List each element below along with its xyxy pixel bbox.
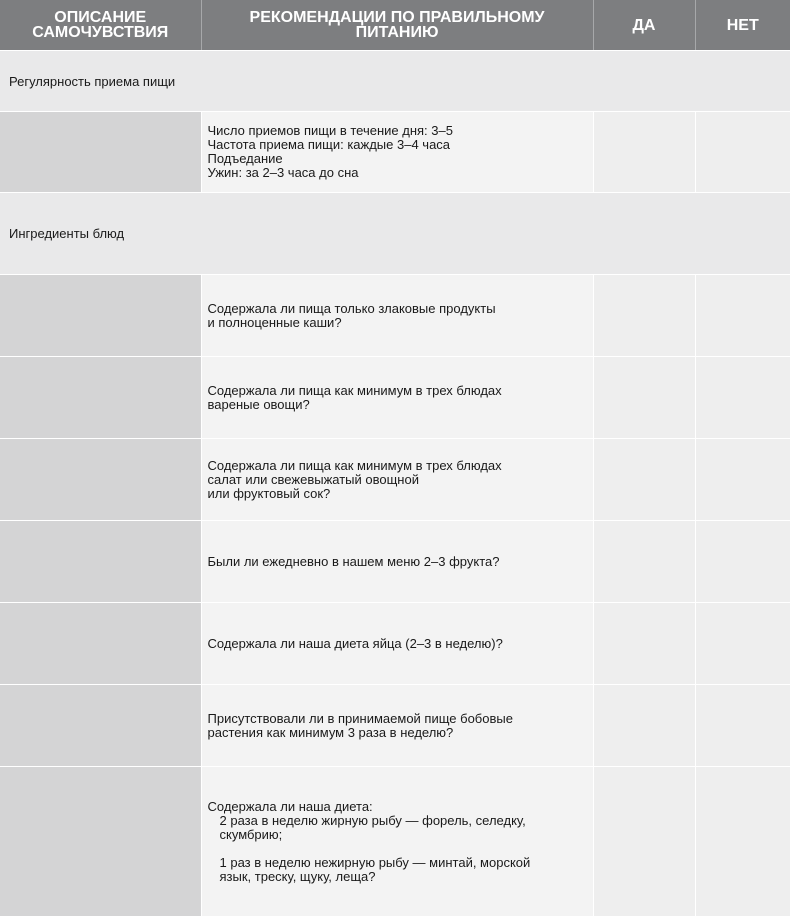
table-row — [0, 439, 790, 521]
yes-cell[interactable] — [593, 357, 695, 439]
recommendation-cell: Присутствовали ли в принимаемой пище бобовые растения как минимум 3 раза в неделю? — [201, 685, 593, 767]
recommendation-cell: Содержала ли пища как минимум в трех блюдах вареные овощи? — [201, 357, 593, 439]
header-description: ОПИСАНИЕ САМОЧУВСТВИЯ — [0, 0, 201, 51]
description-cell[interactable] — [0, 439, 201, 521]
table-row — [0, 112, 790, 193]
description-cell[interactable] — [0, 685, 201, 767]
section-row-regularity — [0, 51, 790, 112]
recommendation-cell: Содержала ли пища как минимум в трех блюдах салат или свежевыжатый овощной или фруктовый сок? — [201, 439, 593, 521]
recommendation-cell: Число приемов пищи в течение дня: 3–5 Частота приема пищи: каждые 3–4 часа Подъедание Ужин: за 2–3 часа до сна — [201, 112, 593, 193]
header-row — [0, 0, 790, 51]
header-yes: ДА — [593, 0, 695, 51]
recommendation-cell: Содержала ли наша диета яйца (2–3 в неделю)? — [201, 603, 593, 685]
recommendation-cell: Были ли ежедневно в нашем меню 2–3 фрукта? — [201, 521, 593, 603]
yes-cell[interactable] — [593, 275, 695, 357]
section-title: Ингредиенты блюд — [0, 193, 790, 275]
no-cell[interactable] — [695, 767, 790, 917]
no-cell[interactable] — [695, 275, 790, 357]
no-cell[interactable] — [695, 357, 790, 439]
description-cell[interactable] — [0, 603, 201, 685]
description-cell[interactable] — [0, 112, 201, 193]
table-row — [0, 357, 790, 439]
header-no: НЕТ — [695, 0, 790, 51]
no-cell[interactable] — [695, 521, 790, 603]
description-cell[interactable] — [0, 275, 201, 357]
table-row — [0, 275, 790, 357]
no-cell[interactable] — [695, 112, 790, 193]
recommendation-cell: Содержала ли наша диета: 2 раза в неделю жирную рыбу — форель, селедку, скумбрию; 1 раз в неделю нежирную рыбу — минтай, морской язык, треску, щуку, леща? — [201, 767, 593, 917]
description-cell[interactable] — [0, 357, 201, 439]
recommendation-cell: Содержала ли пища только злаковые продукты и полноценные каши? — [201, 275, 593, 357]
section-row-ingredients — [0, 193, 790, 275]
no-cell[interactable] — [695, 685, 790, 767]
section-title: Регулярность приема пищи — [0, 51, 790, 112]
table-row — [0, 685, 790, 767]
yes-cell[interactable] — [593, 521, 695, 603]
no-cell[interactable] — [695, 439, 790, 521]
no-cell[interactable] — [695, 603, 790, 685]
yes-cell[interactable] — [593, 767, 695, 917]
yes-cell[interactable] — [593, 439, 695, 521]
paragraph-gap — [208, 842, 587, 856]
yes-cell[interactable] — [593, 112, 695, 193]
description-cell[interactable] — [0, 767, 201, 917]
description-cell[interactable] — [0, 521, 201, 603]
table-row — [0, 767, 790, 917]
yes-cell[interactable] — [593, 685, 695, 767]
yes-cell[interactable] — [593, 603, 695, 685]
header-recommendations: РЕКОМЕНДАЦИИ ПО ПРАВИЛЬНОМУ ПИТАНИЮ — [201, 0, 593, 51]
table-row — [0, 521, 790, 603]
table-row — [0, 603, 790, 685]
